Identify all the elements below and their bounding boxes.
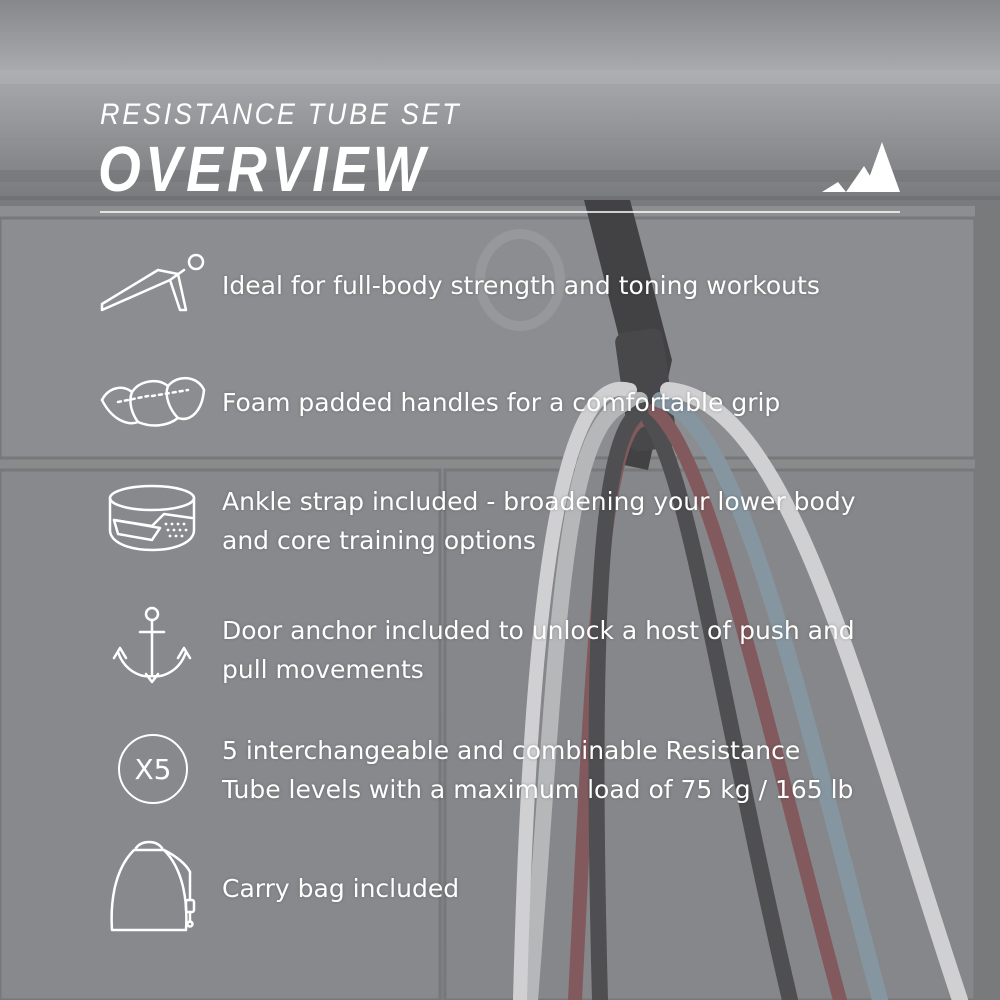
x5-icon-label: X5 (134, 752, 172, 786)
header-divider (100, 211, 900, 213)
feature-text-line: pull movements (222, 655, 424, 684)
feature-text-line: Tube levels with a maximum load of 75 kg / 165 lb (222, 775, 854, 804)
anchor-icon (112, 604, 192, 684)
feature-text-line: Carry bag included (222, 874, 460, 903)
carry-bag-icon (106, 838, 196, 934)
feature-item-carry-bag (222, 869, 459, 908)
feature-item-ankle-strap (222, 482, 856, 560)
page-title: OVERVIEW (98, 133, 430, 205)
feature-text-line: and core training options (222, 526, 536, 555)
product-subtitle: RESISTANCE TUBE SET (100, 98, 462, 131)
feature-item-tube-levels (222, 731, 853, 809)
feature-text-line: 5 interchangeable and combinable Resistance (222, 736, 801, 765)
brand-logo-icon (820, 140, 902, 196)
feature-text-line: Ideal for full-body strength and toning workouts (222, 271, 820, 300)
feature-text-line: Ankle strap included - broadening your lower body (222, 487, 856, 516)
feature-item-door-anchor (222, 611, 855, 689)
feature-item-workouts (222, 266, 820, 305)
foam-handle-icon (98, 366, 208, 430)
x5-icon (118, 734, 188, 804)
feature-item-handles (222, 383, 780, 422)
feature-text-line: Foam padded handles for a comfortable grip (222, 388, 781, 417)
feature-text-line: Door anchor included to unlock a host of push and (222, 616, 855, 645)
ankle-strap-icon (104, 480, 200, 556)
pushup-icon (98, 250, 208, 314)
